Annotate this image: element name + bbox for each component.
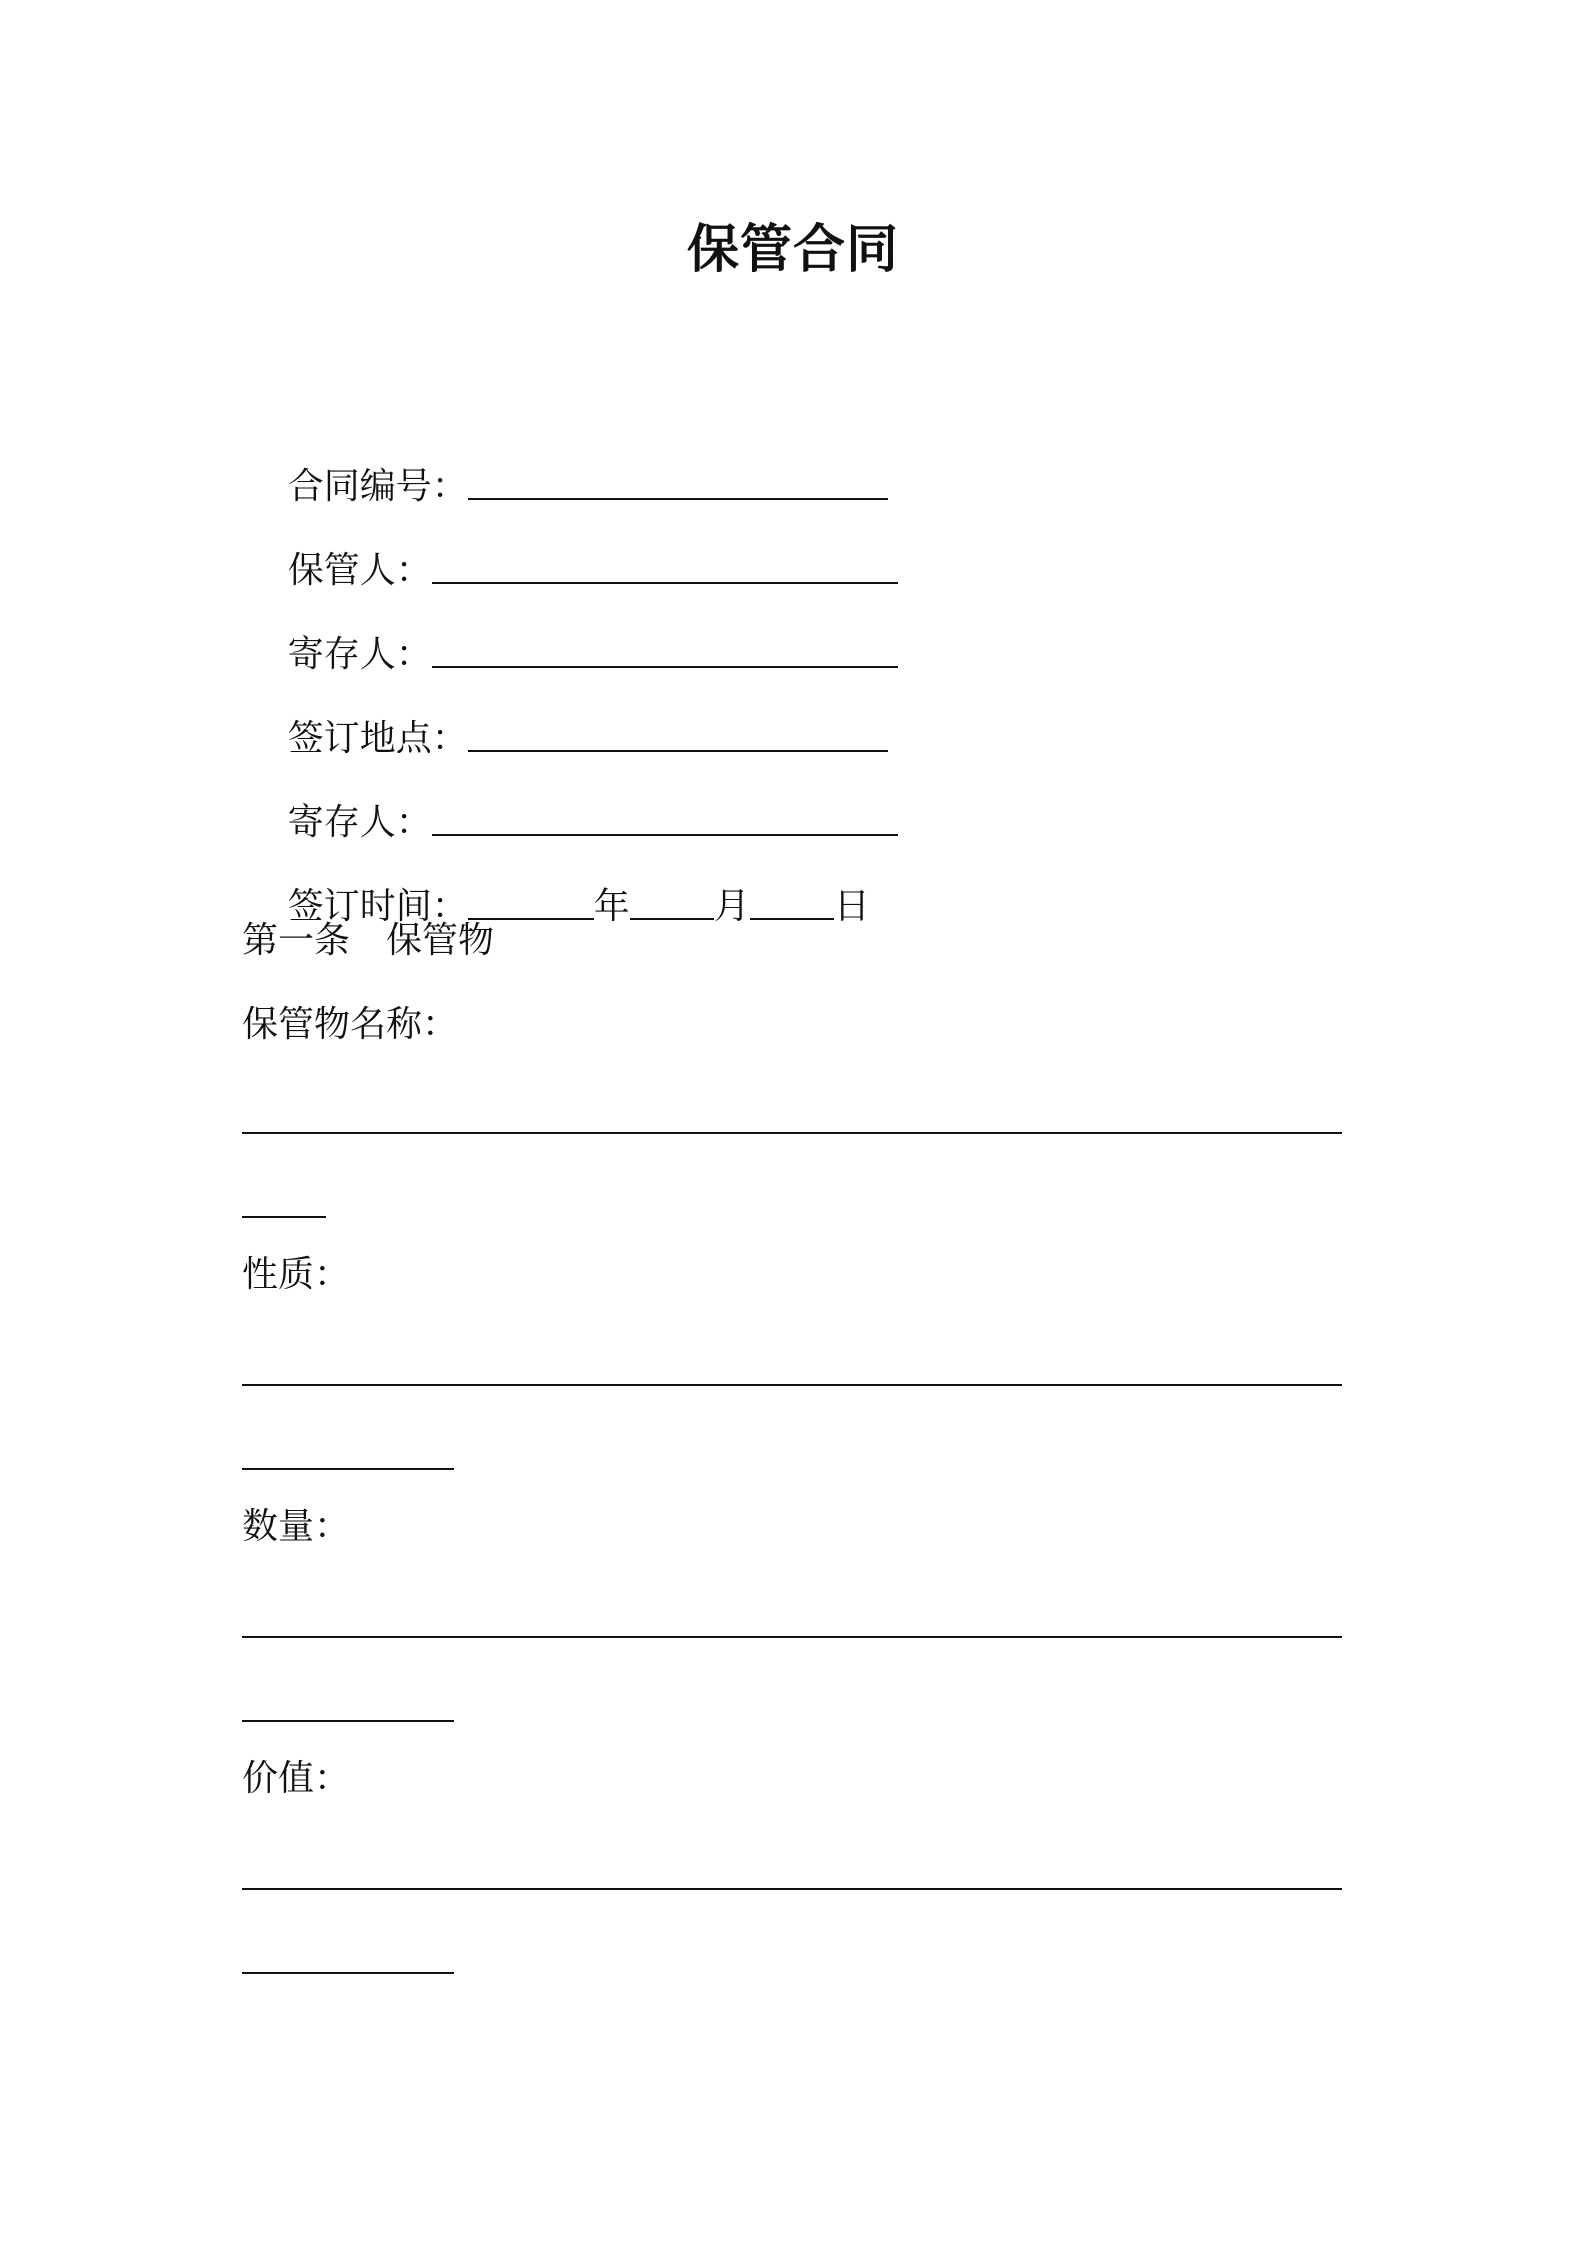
item-name-label: 保管物名称： bbox=[242, 1004, 459, 1045]
depositor-label-2: 寄存人： bbox=[287, 802, 432, 843]
nature-blank-line-1[interactable] bbox=[242, 1384, 1342, 1386]
quantity-blank-line-2[interactable] bbox=[242, 1720, 454, 1722]
value-blank-line-1[interactable] bbox=[242, 1888, 1342, 1890]
value-blank-line-2[interactable] bbox=[242, 1972, 454, 1974]
month-label: 月 bbox=[713, 886, 750, 927]
day-blank[interactable] bbox=[750, 882, 834, 920]
quantity-label: 数量： bbox=[242, 1506, 351, 1547]
item-name-blank-line-2[interactable] bbox=[242, 1216, 326, 1218]
depositor-blank-2[interactable] bbox=[432, 798, 898, 836]
depositor-label-1: 寄存人： bbox=[287, 634, 432, 675]
nature-blank-line-2[interactable] bbox=[242, 1468, 454, 1470]
page-title: 保管合同 bbox=[686, 220, 899, 280]
depositor-blank-1[interactable] bbox=[432, 630, 898, 668]
nature-label: 性质： bbox=[242, 1254, 351, 1295]
contract-number-blank[interactable] bbox=[468, 462, 888, 500]
item-name-blank-line-1[interactable] bbox=[242, 1132, 1342, 1134]
sign-place-label: 签订地点： bbox=[287, 718, 468, 759]
custodian-label: 保管人： bbox=[287, 550, 432, 591]
day-label: 日 bbox=[833, 886, 870, 927]
sign-time-label: 签订时间： bbox=[287, 886, 468, 927]
year-label: 年 bbox=[593, 886, 630, 927]
sign-place-blank[interactable] bbox=[468, 714, 888, 752]
value-label: 价值： bbox=[242, 1758, 351, 1799]
contract-number-label: 合同编号： bbox=[287, 466, 468, 507]
year-blank[interactable] bbox=[468, 882, 594, 920]
custodian-blank[interactable] bbox=[432, 546, 898, 584]
article-1-heading: 第一条 保管物 bbox=[242, 920, 495, 961]
month-blank[interactable] bbox=[630, 882, 714, 920]
quantity-blank-line-1[interactable] bbox=[242, 1636, 1342, 1638]
